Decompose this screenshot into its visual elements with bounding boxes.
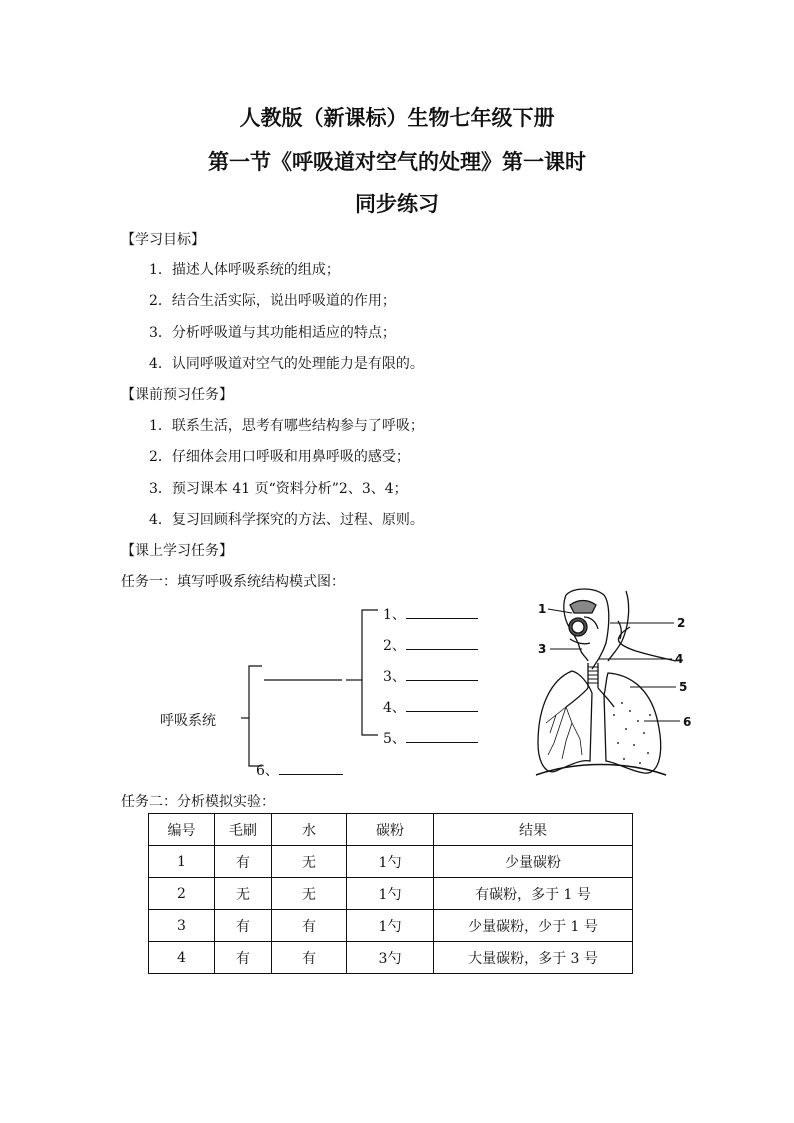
experiment-table <box>148 813 633 974</box>
table-header: 毛刷 <box>215 814 272 846</box>
table-row <box>149 878 633 910</box>
respiratory-system-label: 呼吸系统 <box>160 713 216 729</box>
diagram-number: 1 <box>538 602 547 616</box>
preview-item: 3．预习课本 41 页“资料分析”2、3、4； <box>149 481 408 497</box>
exercise-title: 同步练习 <box>355 192 439 216</box>
fill-blank[interactable] <box>406 729 478 743</box>
preview-item: 4．复习回顾科学探究的方法、过程、原则。 <box>149 512 424 528</box>
table-cell: 2 <box>149 878 215 910</box>
diagram-number: 4 <box>675 652 684 666</box>
table-cell: 无 <box>272 846 347 878</box>
task2-label: 任务二：分析模拟实验： <box>121 794 275 810</box>
table-cell: 有碳粉，多于 1 号 <box>434 878 633 910</box>
table-cell: 1勺 <box>347 910 434 942</box>
table-header: 碳粉 <box>347 814 434 846</box>
fill-blank[interactable] <box>406 698 478 712</box>
table-cell: 1勺 <box>347 878 434 910</box>
table-cell: 3勺 <box>347 942 434 974</box>
table-cell: 有 <box>215 942 272 974</box>
diagram-number: 5 <box>679 680 688 694</box>
table-header: 编号 <box>149 814 215 846</box>
table-row <box>149 942 633 974</box>
respiratory-diagram <box>526 583 701 778</box>
diagram-number: 6 <box>683 715 692 729</box>
table-cell: 有 <box>272 942 347 974</box>
table-cell: 有 <box>215 910 272 942</box>
preview-item: 1．联系生活，思考有哪些结构参与了呼吸； <box>149 418 424 434</box>
objectives-heading: 【学习目标】 <box>121 232 205 248</box>
table-cell: 4 <box>149 942 215 974</box>
table-row <box>149 846 633 878</box>
fill-blank[interactable] <box>406 605 478 619</box>
fill-blank[interactable] <box>279 761 343 775</box>
table-cell: 少量碳粉 <box>434 846 633 878</box>
branch-item-4: 4、 <box>383 697 478 717</box>
objective-item: 3．分析呼吸道与其功能相适应的特点； <box>149 325 396 341</box>
branch-item-1: 1、 <box>383 604 478 624</box>
table-cell: 有 <box>215 846 272 878</box>
lesson-title: 第一节《呼吸道对空气的处理》第一课时 <box>208 150 586 174</box>
table-cell: 1 <box>149 846 215 878</box>
branch-item-3: 3、 <box>383 666 478 686</box>
objective-item: 4．认同呼吸道对空气的处理能力是有限的。 <box>149 356 424 372</box>
objective-item: 2．结合生活实际，说出呼吸道的作用； <box>149 293 396 309</box>
table-cell: 有 <box>272 910 347 942</box>
branch-item-2: 2、 <box>383 635 478 655</box>
preview-heading: 【课前预习任务】 <box>121 387 233 403</box>
table-cell: 少量碳粉，少于 1 号 <box>434 910 633 942</box>
table-header: 结果 <box>434 814 633 846</box>
branch-item-6: 6、 <box>256 760 343 780</box>
table-cell: 无 <box>272 878 347 910</box>
branch-item-5: 5、 <box>383 728 478 748</box>
table-row <box>149 910 633 942</box>
table-cell: 大量碳粉，多于 3 号 <box>434 942 633 974</box>
table-header-row <box>149 814 633 846</box>
diagram-number: 2 <box>677 616 686 630</box>
table-header: 水 <box>272 814 347 846</box>
table-cell: 无 <box>215 878 272 910</box>
table-cell: 1勺 <box>347 846 434 878</box>
fill-blank[interactable] <box>406 636 478 650</box>
diagram-number: 3 <box>538 642 547 656</box>
fill-blank[interactable] <box>406 667 478 681</box>
preview-item: 2．仔细体会用口呼吸和用鼻呼吸的感受； <box>149 449 410 465</box>
classwork-heading: 【课上学习任务】 <box>121 543 233 559</box>
objective-item: 1．描述人体呼吸系统的组成； <box>149 262 340 278</box>
table-cell: 3 <box>149 910 215 942</box>
doc-title: 人教版（新课标）生物七年级下册 <box>239 106 555 130</box>
task1-label: 任务一：填写呼吸系统结构模式图： <box>121 574 345 590</box>
